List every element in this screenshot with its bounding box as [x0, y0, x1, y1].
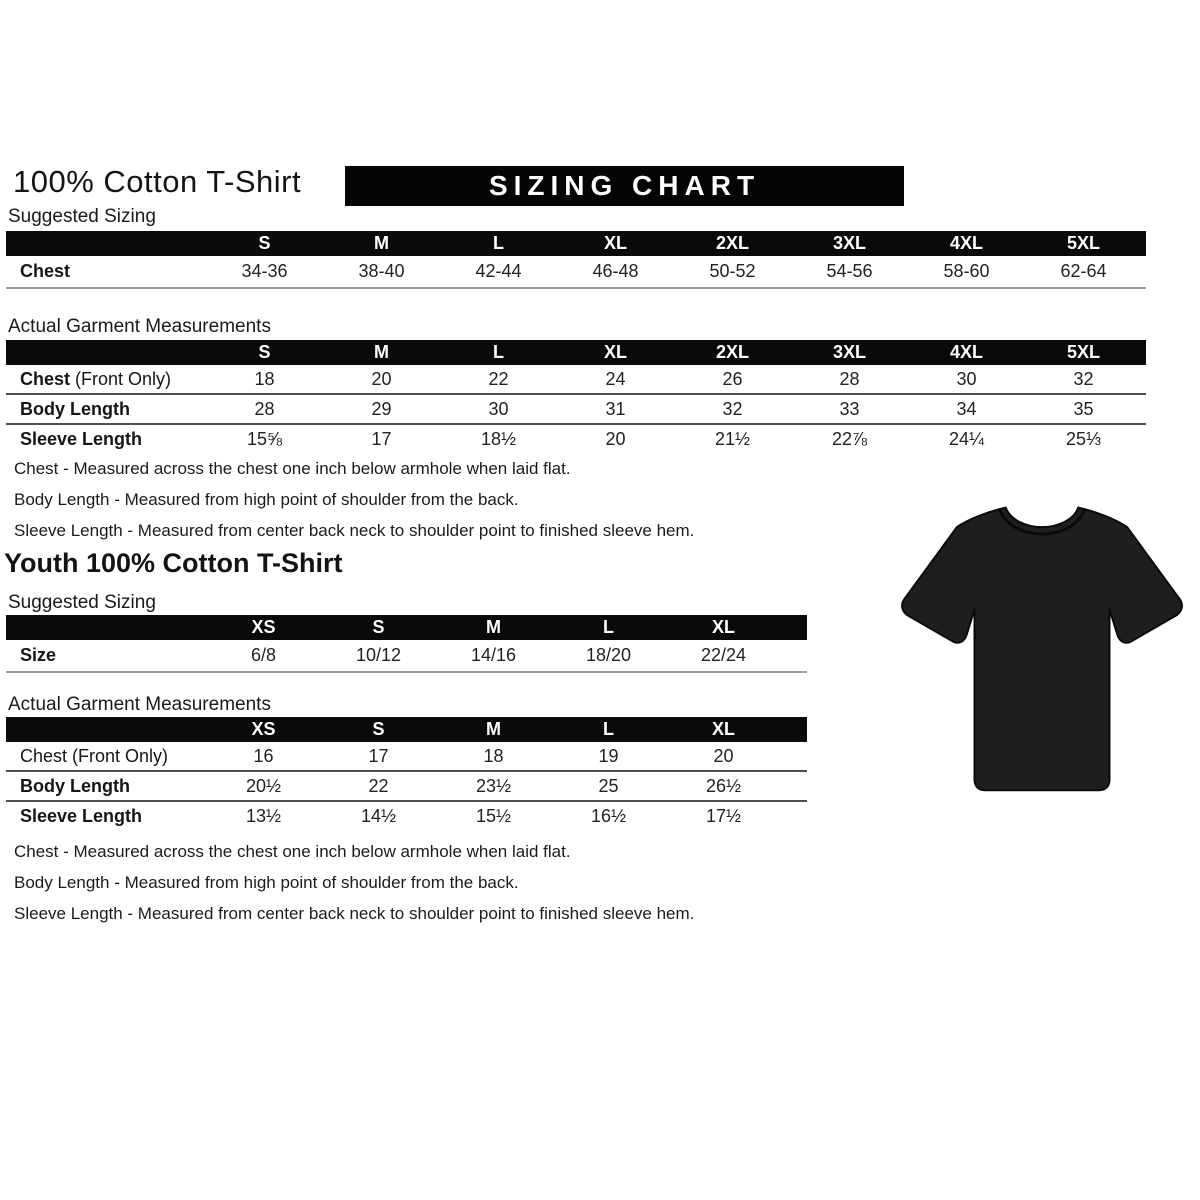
- column-header: XL: [711, 617, 735, 637]
- table-header-row: [6, 717, 807, 742]
- cell: 23½: [475, 775, 512, 796]
- cell: 16½: [590, 805, 627, 826]
- table-row: [6, 742, 807, 770]
- cell: 29: [371, 398, 392, 419]
- cell: 17: [368, 745, 389, 766]
- cell: 34-36: [241, 261, 288, 281]
- cell: 16: [253, 745, 274, 766]
- cell: 10/12: [355, 645, 402, 665]
- column-header: XL: [603, 233, 627, 253]
- cell: 35: [1073, 398, 1094, 419]
- column-header: L: [493, 342, 504, 362]
- column-header: 2XL: [715, 233, 749, 253]
- table-header-row: [6, 615, 807, 640]
- cell: 30: [488, 398, 509, 419]
- column-header: S: [372, 719, 385, 739]
- cell: 62-64: [1060, 261, 1107, 281]
- cell: 33: [839, 398, 860, 419]
- column-header: L: [493, 233, 504, 253]
- row-label: Chest (Front Only): [20, 745, 169, 766]
- cell: 28: [254, 398, 275, 419]
- cell: 26½: [705, 775, 742, 796]
- column-header: 3XL: [832, 233, 866, 253]
- column-header: 5XL: [1066, 342, 1100, 362]
- cell: 20: [371, 368, 392, 389]
- cell: 30: [956, 368, 977, 389]
- note-chest: Chest - Measured across the chest one inch below armhole when laid flat.: [14, 842, 571, 861]
- youth-actual-measurements-label: Actual Garment Measurements: [8, 694, 271, 715]
- row-label: [6, 369, 206, 390]
- adult-title: 100% Cotton T-Shirt: [13, 164, 302, 199]
- cell: 46-48: [592, 261, 639, 281]
- adult-suggested-sizing-table: [6, 231, 1146, 289]
- column-header: 5XL: [1066, 233, 1100, 253]
- cell: 50-52: [709, 261, 756, 281]
- youth-suggested-sizing-label: Suggested Sizing: [8, 592, 156, 613]
- note-sleeve-length: Sleeve Length - Measured from center back neck to shoulder point to finished sleeve hem.: [14, 521, 695, 540]
- column-header: S: [372, 617, 385, 637]
- column-header: S: [258, 233, 271, 253]
- column-header: XS: [251, 719, 276, 739]
- column-header: M: [374, 342, 389, 362]
- cell: 28: [839, 368, 860, 389]
- cell: 22⅞: [831, 428, 868, 449]
- cell: 24: [605, 368, 626, 389]
- row-label-note: (Front Only): [75, 368, 172, 389]
- note-body-length: Body Length - Measured from high point of shoulder from the back.: [14, 873, 519, 892]
- cell: 15⅝: [246, 428, 283, 449]
- table-row: [6, 770, 807, 800]
- column-header: M: [374, 233, 389, 253]
- table-row: [6, 800, 807, 830]
- cell: 24¼: [948, 428, 985, 449]
- cell: 20: [605, 428, 626, 449]
- column-header: 2XL: [715, 342, 749, 362]
- youth-measurement-notes: [14, 842, 694, 935]
- adult-suggested-sizing-label: Suggested Sizing: [8, 206, 156, 227]
- row-label: Body Length: [20, 775, 130, 796]
- cell: 19: [598, 745, 619, 766]
- adult-measurement-notes: [14, 459, 694, 552]
- note-chest: Chest - Measured across the chest one inch below armhole when laid flat.: [14, 459, 571, 478]
- cell: 34: [956, 398, 977, 419]
- black-tshirt-image: [884, 486, 1200, 804]
- tshirt-body-shape: [902, 508, 1182, 791]
- row-label-text: Chest: [20, 368, 71, 389]
- cell: 18: [483, 745, 504, 766]
- cell: 17½: [705, 805, 742, 826]
- cell: 21½: [714, 428, 751, 449]
- cell: 54-56: [826, 261, 873, 281]
- cell: 42-44: [475, 261, 522, 281]
- cell: 13½: [245, 805, 282, 826]
- cell: 32: [722, 398, 743, 419]
- table-row: [6, 393, 1146, 423]
- note-body-length: Body Length - Measured from high point of shoulder from the back.: [14, 490, 519, 509]
- table-header-row: [6, 231, 1146, 256]
- cell: 6/8: [250, 645, 277, 665]
- table-header-row: [6, 340, 1146, 365]
- column-header: M: [486, 617, 501, 637]
- column-header: 4XL: [949, 233, 983, 253]
- column-header: 3XL: [832, 342, 866, 362]
- cell: 22/24: [700, 645, 747, 665]
- row-label: Sleeve Length: [20, 428, 143, 449]
- cell: 58-60: [943, 261, 990, 281]
- table-row: [6, 423, 1146, 453]
- cell: 14½: [360, 805, 397, 826]
- youth-actual-measurements-table: [6, 717, 807, 830]
- cell: 38-40: [358, 261, 405, 281]
- column-header: XL: [711, 719, 735, 739]
- cell: 25: [598, 775, 619, 796]
- cell: 14/16: [470, 645, 517, 665]
- column-header: XL: [603, 342, 627, 362]
- note-sleeve-length: Sleeve Length - Measured from center back neck to shoulder point to finished sleeve hem.: [14, 904, 695, 923]
- cell: 22: [488, 368, 509, 389]
- row-label: Sleeve Length: [20, 805, 143, 826]
- adult-actual-measurements-label: Actual Garment Measurements: [8, 316, 271, 337]
- column-header: L: [603, 617, 614, 637]
- cell: 18½: [480, 428, 517, 449]
- cell: 32: [1073, 368, 1094, 389]
- cell: 15½: [475, 805, 512, 826]
- row-label: Size: [20, 645, 57, 665]
- adult-actual-measurements-table: [6, 340, 1146, 453]
- column-header: M: [486, 719, 501, 739]
- cell: 31: [605, 398, 626, 419]
- cell: 17: [371, 428, 392, 449]
- table-row: [6, 640, 807, 673]
- column-header: S: [258, 342, 271, 362]
- youth-title: Youth 100% Cotton T-Shirt: [4, 548, 343, 578]
- cell: 25⅓: [1065, 428, 1102, 449]
- sizing-chart-banner: SIZING CHART: [345, 166, 904, 206]
- youth-suggested-sizing-table: [6, 615, 807, 673]
- cell: 18/20: [585, 645, 632, 665]
- table-row: [6, 365, 1146, 393]
- cell: 20: [713, 745, 734, 766]
- column-header: 4XL: [949, 342, 983, 362]
- column-header: XS: [251, 617, 276, 637]
- column-header: L: [603, 719, 614, 739]
- cell: 26: [722, 368, 743, 389]
- row-label: Body Length: [20, 398, 130, 419]
- table-row: [6, 256, 1146, 289]
- cell: 22: [368, 775, 389, 796]
- cell: 20½: [245, 775, 282, 796]
- row-label: Chest: [20, 261, 71, 281]
- cell: 18: [254, 368, 275, 389]
